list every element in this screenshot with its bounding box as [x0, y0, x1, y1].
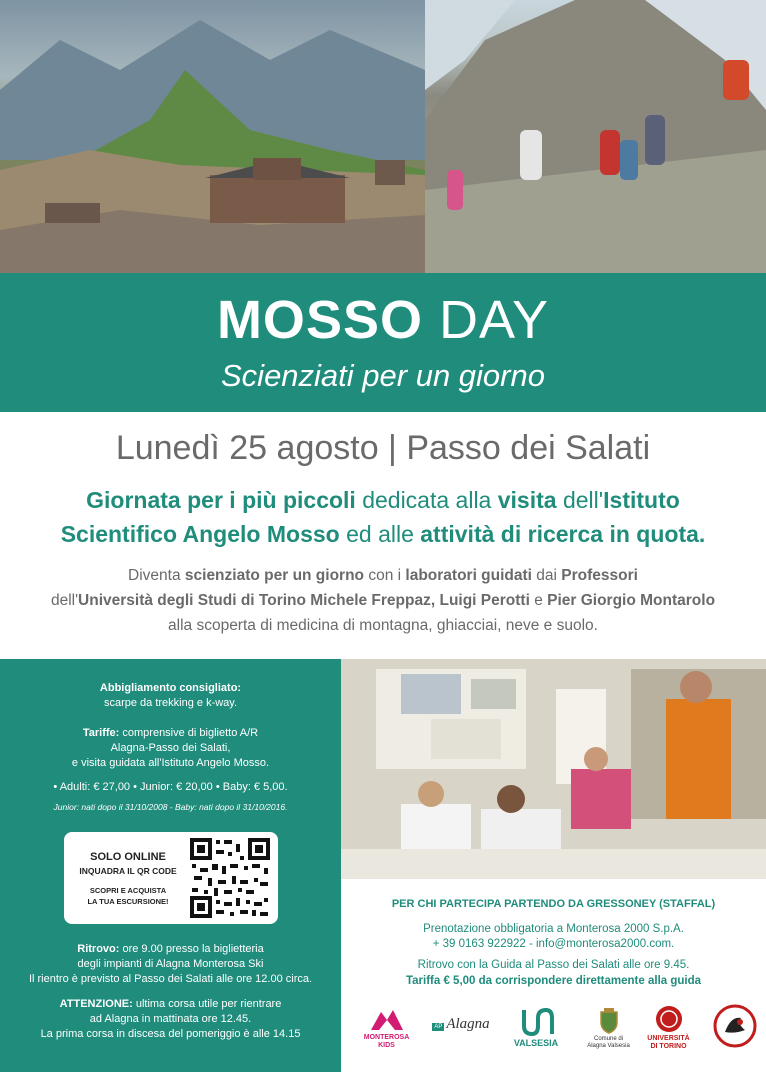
alagna-logo [426, 1016, 496, 1033]
tariffe-text: comprensive di biglietto A/R [119, 727, 259, 739]
tariffe-text: Alagna-Passo dei Salati, [110, 742, 231, 754]
coat-of-arms-icon [599, 1008, 619, 1034]
event-date-location: Lunedì 25 agosto | Passo dei Salati [115, 429, 651, 467]
lead-text-3: ed alle [339, 521, 421, 547]
hikers-image [425, 0, 766, 273]
gressoney-booking: Prenotazione obbligatoria a Monterosa 2000 S.p.A. [423, 923, 684, 935]
qr-cta-line: LA TUA ESCURSIONE! [87, 897, 169, 906]
qr-code[interactable] [190, 838, 270, 918]
ritrovo-label: Ritrovo: [77, 943, 120, 955]
attenzione-label: ATTENZIONE: [59, 998, 133, 1010]
event-title-light: DAY [439, 290, 550, 350]
clothing-text: scarpe da trekking e k-way. [103, 697, 238, 709]
gressoney-contact: + 39 0163 922922 - info@monterosa2000.com. [432, 938, 675, 950]
desc-text: alla scoperta di medicina di montagna, ghiacciai, neve e suolo. [168, 617, 598, 634]
comune-text: Alagna Valsesia [587, 1043, 630, 1049]
desc-text: dai [531, 567, 562, 584]
unito-text: DI TORINO [650, 1043, 687, 1050]
attenzione-text: ultima corsa utile per rientrare [132, 998, 282, 1010]
photo-mountain-institute [0, 0, 425, 273]
desc-bold: Università degli Studi di Torino Michele Freppaz, Luigi Perotti [78, 592, 530, 609]
lead-bold-4: Scientifico Angelo Mosso [60, 521, 340, 547]
desc-text: dell' [50, 592, 79, 609]
tariffe-text: e visita guidata all'Istituto Angelo Mosso. [71, 757, 270, 769]
desc-bold: laboratori guidati [405, 567, 532, 584]
alagna-badge-icon: AP [434, 1024, 443, 1030]
sponsor-logos [341, 1000, 766, 1072]
lead-bold-2: visita [497, 487, 557, 513]
photo-children-hiking [425, 0, 766, 273]
gressoney-meeting: Ritrovo con la Guida al Passo dei Salati alle ore 9.45. [417, 959, 690, 971]
desc-text: Diventa [128, 567, 185, 584]
clothing-info [0, 681, 341, 711]
mountain-landscape-image [0, 0, 425, 273]
qr-subtitle: INQUADRA IL QR CODE [79, 866, 177, 876]
monterosa-kids-icon [369, 1006, 405, 1032]
qr-cta-line: SCOPRI E ACQUISTA [89, 886, 167, 895]
desc-bold: Professori [561, 567, 638, 584]
monterosa-kids-text: KIDS [378, 1042, 395, 1049]
lead-bold-5: attività di ricerca in quota. [420, 521, 706, 547]
prices: • Adulti: € 27,00 • Junior: € 20,00 • Baby: € 5,00. [53, 781, 288, 793]
classroom-image [341, 659, 766, 879]
event-subtitle: Scienziati per un giorno [221, 358, 545, 393]
photo-classroom [341, 659, 766, 879]
attenzione-text: ad Alagna in mattinata ore 12.45. [89, 1013, 252, 1025]
valsesia-icon [516, 1006, 556, 1036]
lead-bold-1: Giornata per i più piccoli [86, 487, 356, 513]
lead-text-1: dedicata alla [355, 487, 498, 513]
consorzio-turistico-logo [711, 1004, 759, 1050]
tariffe-label: Tariffe: [82, 727, 120, 739]
valsesia-text: VALSESIA [513, 1038, 559, 1048]
clothing-label: Abbigliamento consigliato: [99, 682, 242, 694]
alagna-text: Alagna [446, 1016, 490, 1032]
unito-text: UNIVERSITÀ [647, 1035, 690, 1042]
qr-code-icon [190, 838, 270, 918]
description-paragraph [0, 563, 766, 638]
desc-text: e [529, 592, 548, 609]
attenzione-text: La prima corsa in discesa del pomeriggio è alle 14.15 [40, 1028, 301, 1040]
gressoney-fee: Tariffa € 5,00 da corrispondere direttamente alla guida [405, 975, 702, 987]
ritrovo-info [0, 942, 341, 987]
lead-text-2: dell' [556, 487, 604, 513]
ritrovo-text: ore 9.00 presso la biglietteria [119, 943, 264, 955]
event-title [0, 290, 766, 350]
consorzio-seal-icon [713, 1004, 757, 1048]
desc-bold: scienziato per un giorno [184, 567, 365, 584]
lead-bold-3: Istituto [603, 487, 680, 513]
comune-text: Comune di [593, 1036, 623, 1042]
desc-bold: Pier Giorgio Montarolo [547, 592, 716, 609]
gressoney-heading: PER CHI PARTECIPA PARTENDO DA GRESSONEY (STAFFAL) [391, 898, 716, 910]
monterosa-text: MONTEROSA [363, 1034, 410, 1041]
desc-text: con i [364, 567, 406, 584]
prices-note: Junior: nati dopo il 31/10/2008 - Baby: nati dopo il 31/10/2016. [53, 802, 288, 812]
tariffe-info [0, 726, 341, 771]
attenzione-info [0, 997, 341, 1042]
qr-title: SOLO ONLINE [90, 851, 166, 863]
ritrovo-text: degli impianti di Alagna Monterosa Ski [77, 958, 264, 970]
monterosa-kids-logo [359, 1006, 414, 1050]
unito-logo [641, 1005, 696, 1051]
unito-seal-icon [655, 1005, 683, 1033]
comune-alagna-logo [581, 1008, 636, 1050]
event-title-bold: MOSSO [216, 290, 423, 350]
valsesia-logo [501, 1006, 571, 1048]
lead-paragraph [0, 483, 766, 551]
qr-cta [64, 885, 192, 907]
ritrovo-text: Il rientro è previsto al Passo dei Salati alle ore 12.00 circa. [28, 973, 313, 985]
